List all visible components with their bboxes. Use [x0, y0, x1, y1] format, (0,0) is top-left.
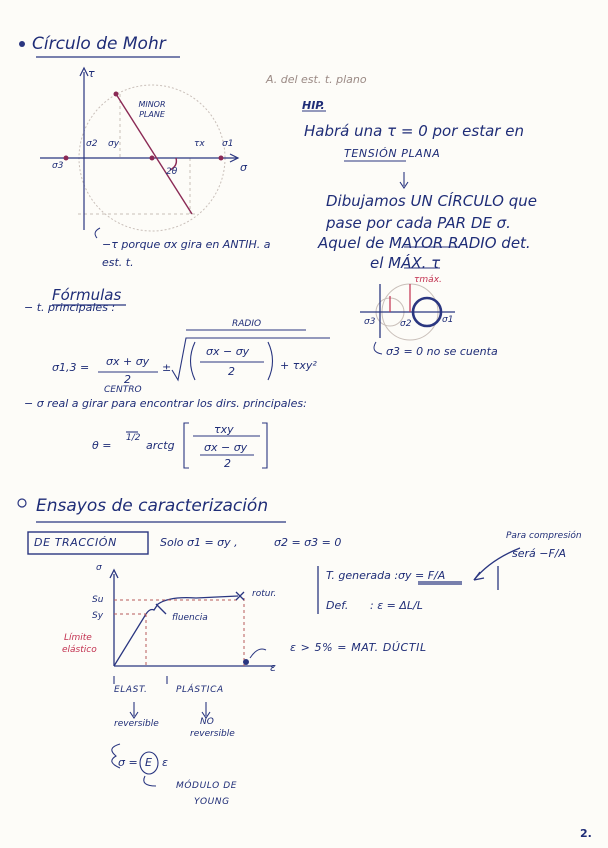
page-number: 2. — [580, 827, 592, 840]
theta-half: 1/2 — [126, 433, 141, 443]
solo-label: Solo σ1 = σy , — [160, 536, 238, 549]
theta-lhs: θ = — [92, 439, 112, 452]
theta-den-numerator: σx − σy — [204, 441, 248, 454]
sigma1-label: σ1 — [222, 139, 234, 149]
tension-label: T. generada : — [326, 569, 399, 582]
principal-label: − t. principales : — [24, 301, 116, 314]
su-label: Su — [92, 595, 104, 605]
def-formula: : ε = ΔL/L — [370, 599, 423, 612]
radio-label: RADIO — [232, 319, 262, 329]
sigma13-lhs: σ1,3 = — [52, 361, 90, 374]
center-denominator: 2 — [124, 373, 131, 386]
young-lhs: σ = — [118, 756, 138, 769]
ss-epsilon-axis: ε — [270, 661, 276, 674]
traccion-box-label: DE TRACCIÓN — [34, 536, 117, 549]
sigma3-zero-note: σ3 = 0 no se cuenta — [386, 345, 498, 358]
hipotesis-label: HIP. — [302, 99, 325, 112]
note-line-4: pase por cada PAR DE σ. — [326, 214, 511, 232]
young-label: YOUNG — [194, 797, 230, 807]
two-theta-label: 2θ — [166, 167, 178, 177]
rotura-label: rotur. — [252, 589, 277, 599]
small-sigma2-label: σ2 — [400, 319, 412, 329]
sigma3-label: σ3 — [52, 161, 64, 171]
sigma-zero-label: σ2 = σ3 = 0 — [274, 536, 342, 549]
limite-label: Límite — [64, 633, 92, 643]
tau-x-label: τx — [194, 139, 205, 149]
plastica-label: PLÁSTICA — [176, 685, 224, 695]
angle-line: − σ real a girar para encontrar los dirs. principales: — [24, 397, 307, 410]
sigma2-label: σ2 — [86, 139, 98, 149]
young-E: E — [145, 756, 152, 769]
minor-plane-label: MINOR PLANE — [138, 100, 166, 119]
elastico-label: elástico — [62, 645, 97, 655]
note-line-2: TENSIÓN PLANA — [344, 147, 441, 160]
sigma-axis-label: σ — [240, 161, 247, 174]
modulo-label: MÓDULO DE — [176, 781, 238, 791]
theta-numerator: τxy — [214, 423, 234, 436]
sy-label: Sy — [92, 611, 104, 621]
theta-fn: arctg — [146, 439, 175, 452]
no-reversible-label: reversible — [190, 729, 235, 739]
fluencia-label: fluencia — [172, 613, 208, 623]
no-label: NO — [200, 717, 214, 727]
ductil-label: ε > 5% = MAT. DÚCTIL — [290, 641, 427, 654]
note-line-1: Habrá una τ = 0 por estar en — [304, 122, 524, 140]
radius-sq-denominator: 2 — [228, 365, 235, 378]
theta-den-denominator: 2 — [224, 457, 231, 470]
young-rhs: ε — [162, 756, 168, 769]
neg-tau-note: −τ porque σx gira en ANTIH. a est. t. — [102, 238, 271, 269]
elast-label: ELAST. — [114, 685, 148, 695]
reversible-label: reversible — [114, 719, 159, 729]
tau-max-label: τmáx. — [414, 275, 442, 285]
def-label: Def. — [326, 599, 349, 612]
plus-minus: ± — [162, 361, 172, 374]
radius-sq-numerator: σx − σy — [206, 345, 250, 358]
formulas-heading: Fórmulas — [52, 286, 122, 304]
small-sigma3-label: σ3 — [364, 317, 376, 327]
compression-note: Para compresión — [506, 531, 582, 541]
small-sigma1-label: σ1 — [442, 315, 454, 325]
sigma-y-label: σy — [108, 139, 120, 149]
tau-axis-label: τ — [88, 67, 95, 80]
tension-formula: σy = F/A — [398, 569, 446, 582]
center-numerator: σx + σy — [106, 355, 150, 368]
plus-tau-xy: + τxy² — [280, 359, 317, 372]
note-line-5: Aquel de MAYOR RADIO det. — [318, 234, 531, 252]
pencil-note: A. del est. t. plano — [266, 73, 367, 86]
note-line-3: Dibujamos UN CÍRCULO que — [326, 192, 537, 210]
ss-sigma-axis: σ — [96, 563, 102, 573]
page-title: Círculo de Mohr — [32, 34, 166, 54]
centro-label: CENTRO — [104, 385, 142, 395]
note-line-6: el MÁX. τ — [370, 254, 441, 272]
compression-note-2: será −F/A — [512, 547, 567, 560]
ensayos-heading: Ensayos de caracterización — [36, 496, 269, 516]
